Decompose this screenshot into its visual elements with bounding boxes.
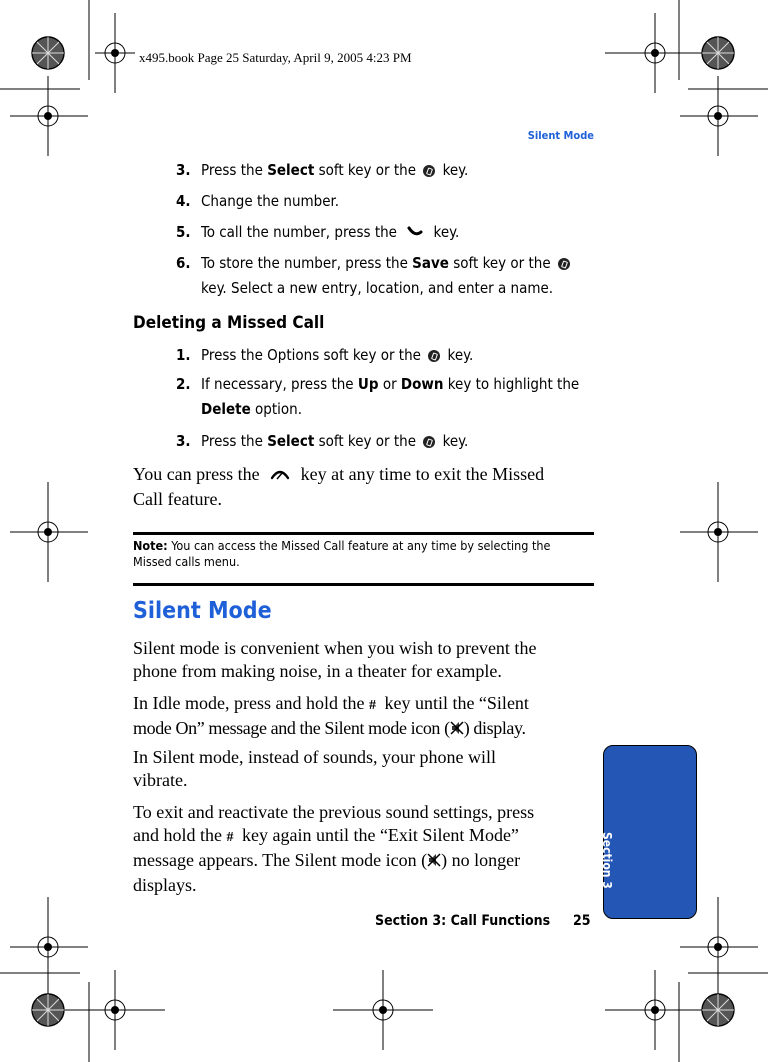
page-number: 25: [573, 913, 591, 929]
paragraph: To exit and reactivate the previous sound settings, press and hold the # key again until the “Exit Silent Mode” message appears. The Silent mode icon ( ) no longer displays.: [133, 802, 535, 895]
paragraph: In Silent mode, instead of sounds, your phone will vibrate.: [133, 747, 496, 790]
silent-mode-icon: [427, 851, 441, 874]
paragraph: In Idle mode, press and hold the # key until the “Silent mode On” message and the Silent mode icon ( ) display.: [133, 692, 593, 742]
pound-key-icon: #: [226, 830, 234, 845]
nav-key-icon: [423, 165, 435, 177]
nav-key-icon: [558, 258, 570, 270]
section-tab: [600, 745, 697, 919]
paragraph: Silent mode is convenient when you wish to prevent the phone from making noise, in a theater for example.: [133, 638, 537, 681]
divider: [133, 532, 594, 535]
section-heading: Silent Mode: [133, 598, 272, 624]
divider: [133, 583, 594, 586]
crop-header: x495.book Page 25 Saturday, April 9, 2005 4:23 PM: [139, 50, 412, 65]
running-header: Silent Mode: [527, 129, 594, 142]
send-key-icon: [407, 223, 423, 241]
nav-key-icon: [428, 350, 440, 362]
end-key-icon: [270, 465, 290, 488]
paragraph: You can press the key at any time to exit the Missed Call feature.: [133, 464, 545, 509]
footer-title: Section 3: Call Functions: [375, 913, 551, 929]
nav-key-icon: [423, 436, 435, 448]
section-tab-label: Section 3: [600, 832, 614, 889]
note: Note: You can access the Missed Call feature at any time by selecting the Missed calls menu.: [133, 538, 551, 569]
pound-key-icon: #: [368, 698, 376, 713]
subheading: Deleting a Missed Call: [133, 313, 325, 333]
silent-mode-icon: [450, 719, 464, 742]
step-number: 3.: [176, 161, 191, 179]
